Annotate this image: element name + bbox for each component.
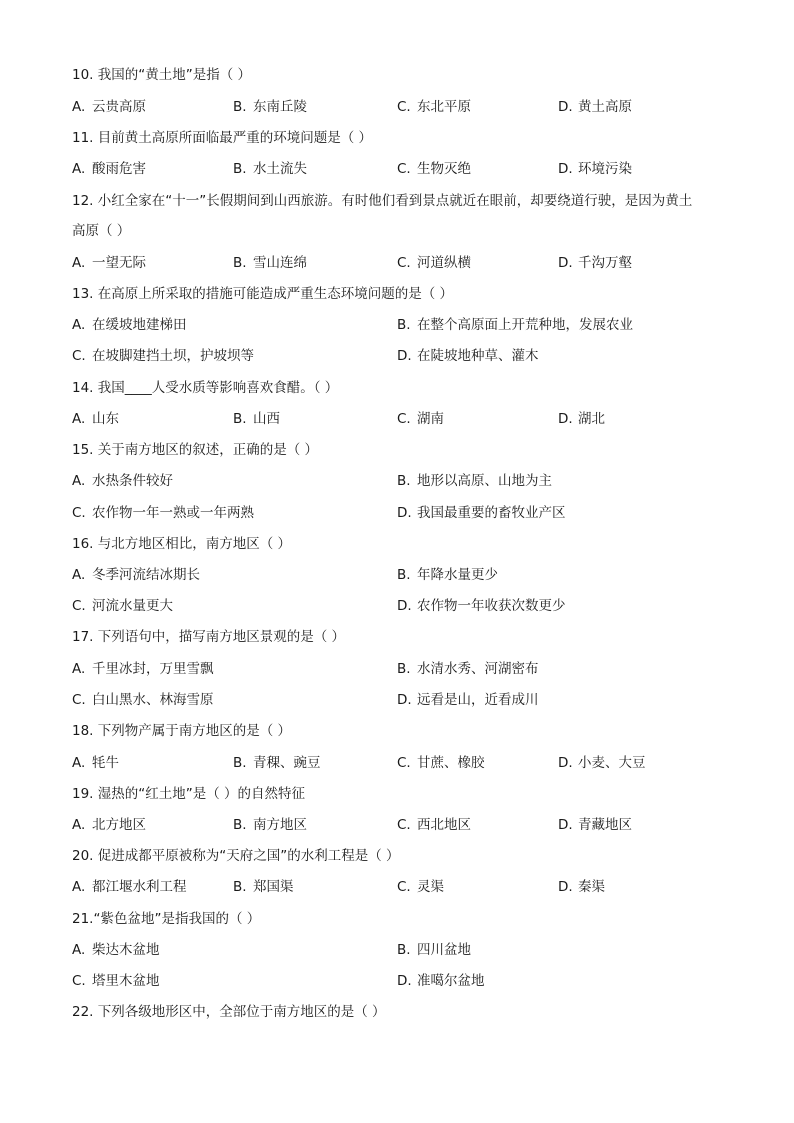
question-15-option-c: C. 农作物一年一熟或一年两熟	[72, 505, 254, 521]
question-19-option-d: D. 青藏地区	[558, 817, 632, 833]
question-10-option-b: B. 东南丘陵	[233, 99, 307, 115]
question-21-stem: 21.“紫色盆地”是指我国的（ ）	[72, 911, 261, 927]
question-20-option-c: C. 灵渠	[397, 879, 444, 895]
question-21-option-d: D. 准噶尔盆地	[397, 973, 485, 989]
question-12-stem: 12. 小红全家在“十一”长假期间到山西旅游。有时他们看到景点就近在眼前，却要绕道行驶，是因为黄土	[72, 193, 693, 209]
question-15-option-a: A. 水热条件较好	[72, 473, 173, 489]
question-17-option-a: A. 千里冰封，万里雪飘	[72, 661, 214, 677]
question-21-option-c: C. 塔里木盆地	[72, 973, 160, 989]
question-16-stem: 16. 与北方地区相比，南方地区（ ）	[72, 536, 292, 552]
question-11-option-a: A. 酸雨危害	[72, 161, 146, 177]
question-14-option-d: D. 湖北	[558, 411, 605, 427]
question-20-option-b: B. 郑国渠	[233, 879, 294, 895]
question-13-option-b: B. 在整个高原面上开荒种地，发展农业	[397, 317, 633, 333]
question-10-option-a: A. 云贵高原	[72, 99, 146, 115]
question-11-stem: 11. 目前黄土高原所面临最严重的环境问题是（ ）	[72, 130, 373, 146]
question-18-option-a: A. 牦牛	[72, 755, 119, 771]
question-21-option-b: B. 四川盆地	[397, 942, 471, 958]
question-12-stem-continued: 高原（ ）	[72, 223, 131, 239]
question-15-option-d: D. 我国最重要的畜牧业产区	[397, 505, 566, 521]
question-14-stem: 14. 我国____人受水质等影响喜欢食醋。（ ）	[72, 380, 339, 396]
question-13-option-d: D. 在陡坡地种草、灌木	[397, 348, 539, 364]
question-11-option-c: C. 生物灭绝	[397, 161, 471, 177]
question-16-option-d: D. 农作物一年收获次数更少	[397, 598, 566, 614]
question-16-option-b: B. 年降水量更少	[397, 567, 498, 583]
question-11-option-b: B. 水土流失	[233, 161, 307, 177]
question-16-option-c: C. 河流水量更大	[72, 598, 173, 614]
question-19-option-c: C. 西北地区	[397, 817, 471, 833]
question-17-option-d: D. 远看是山，近看成川	[397, 692, 539, 708]
question-18-option-d: D. 小麦、大豆	[558, 755, 646, 771]
question-10-option-c: C. 东北平原	[397, 99, 471, 115]
question-12-option-d: D. 千沟万壑	[558, 255, 632, 271]
question-19-stem: 19. 湿热的“红土地”是（ ）的自然特征	[72, 786, 306, 802]
question-14-option-c: C. 湖南	[397, 411, 444, 427]
question-20-option-a: A. 都江堰水利工程	[72, 879, 187, 895]
question-18-option-c: C. 甘蔗、橡胶	[397, 755, 485, 771]
question-13-option-c: C. 在坡脚建挡土坝，护坡坝等	[72, 348, 254, 364]
question-17-option-c: C. 白山黑水、林海雪原	[72, 692, 214, 708]
question-12-option-c: C. 河道纵横	[397, 255, 471, 271]
question-15-option-b: B. 地形以高原、山地为主	[397, 473, 552, 489]
question-19-option-b: B. 南方地区	[233, 817, 307, 833]
question-14-option-a: A. 山东	[72, 411, 119, 427]
question-18-option-b: B. 青稞、豌豆	[233, 755, 321, 771]
question-17-stem: 17. 下列语句中，描写南方地区景观的是（ ）	[72, 629, 346, 645]
question-19-option-a: A. 北方地区	[72, 817, 146, 833]
question-20-option-d: D. 秦渠	[558, 879, 605, 895]
question-10-option-d: D. 黄土高原	[558, 99, 632, 115]
question-10-stem: 10. 我国的“黄土地”是指（ ）	[72, 67, 252, 83]
question-12-option-b: B. 雪山连绵	[233, 255, 307, 271]
question-21-option-a: A. 柴达木盆地	[72, 942, 160, 958]
question-18-stem: 18. 下列物产属于南方地区的是（ ）	[72, 723, 292, 739]
question-20-stem: 20. 促进成都平原被称为“天府之国”的水利工程是（ ）	[72, 848, 400, 864]
question-17-option-b: B. 水清水秀、河湖密布	[397, 661, 539, 677]
question-15-stem: 15. 关于南方地区的叙述，正确的是（ ）	[72, 442, 319, 458]
question-13-option-a: A. 在缓坡地建梯田	[72, 317, 187, 333]
question-14-option-b: B. 山西	[233, 411, 280, 427]
question-12-option-a: A. 一望无际	[72, 255, 146, 271]
question-16-option-a: A. 冬季河流结冰期长	[72, 567, 200, 583]
question-11-option-d: D. 环境污染	[558, 161, 632, 177]
question-22-stem: 22. 下列各级地形区中，全部位于南方地区的是（ ）	[72, 1004, 386, 1020]
question-13-stem: 13. 在高原上所采取的措施可能造成严重生态环境问题的是（ ）	[72, 286, 454, 302]
